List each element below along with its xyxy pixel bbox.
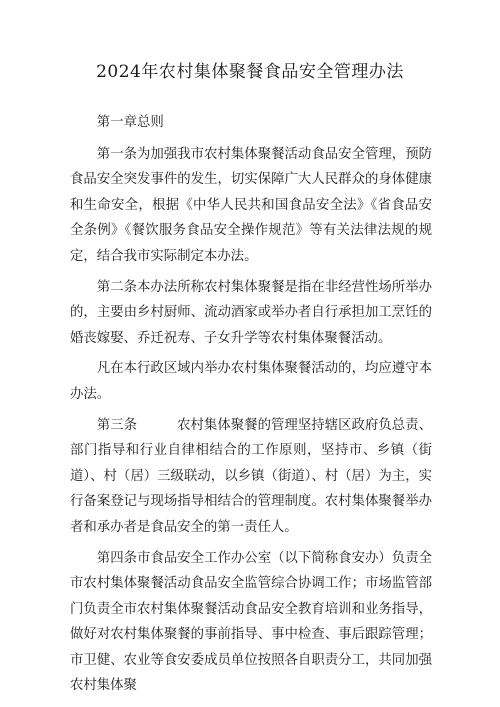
article-3-text: 农村集体聚餐的管理坚持辖区政府负总责、部门指导和行业自律相结合的工作原则，坚持市、乡镇（街道）、村（居）三级联动，以乡镇（街道）、村（居）为主，实行备案登记与现场指导相结合的管理制度。农村集体聚餐举办者和承办者是食品安全的第一责任人。 — [70, 417, 433, 535]
chapter-heading: 第一章总则 — [96, 115, 164, 130]
paragraph-article-1: 第一条为加强我市农村集体聚餐活动食品安全管理，预防食品安全突发事件的发生，切实保障广大人民群众的身体健康和生命安全，根据《中华人民共和国食品安全法》《省食品安全条例》《餐饮服务食品安全操作规范》等有关法律法规的规定，结合我市实际制定本办法。 — [70, 146, 432, 264]
document-title: 2024年农村集体聚餐食品安全管理办法 — [96, 62, 404, 82]
paragraph-scope: 凡在本行政区域内举办农村集体聚餐活动的，均应遵守本办法。 — [70, 361, 432, 402]
paragraph-article-2: 第二条本办法所称农村集体聚餐是指在非经营性场所举办的，主要由乡村厨师、流动酒家或举办者自行承担加工烹饪的婚丧嫁娶、乔迁祝寿、子女升学等农村集体聚餐活动。 — [70, 279, 432, 346]
article-3-label: 第三条 — [96, 417, 138, 433]
document-body — [70, 110, 432, 703]
paragraph-article-4: 第四条市食品安全工作办公室（以下简称食安办）负责全市农村集体聚餐活动食品安全监管综合协调工作；市场监管部门负责全市农村集体聚餐活动食品安全教育培训和业务指导，做好对农村集体聚餐的事前指导、事中检查、事后跟踪管理；市卫健、农业等食安委成员单位按照各自职责分工，共同加强农村集体聚 — [70, 550, 432, 694]
paragraph-article-3 — [70, 413, 432, 541]
